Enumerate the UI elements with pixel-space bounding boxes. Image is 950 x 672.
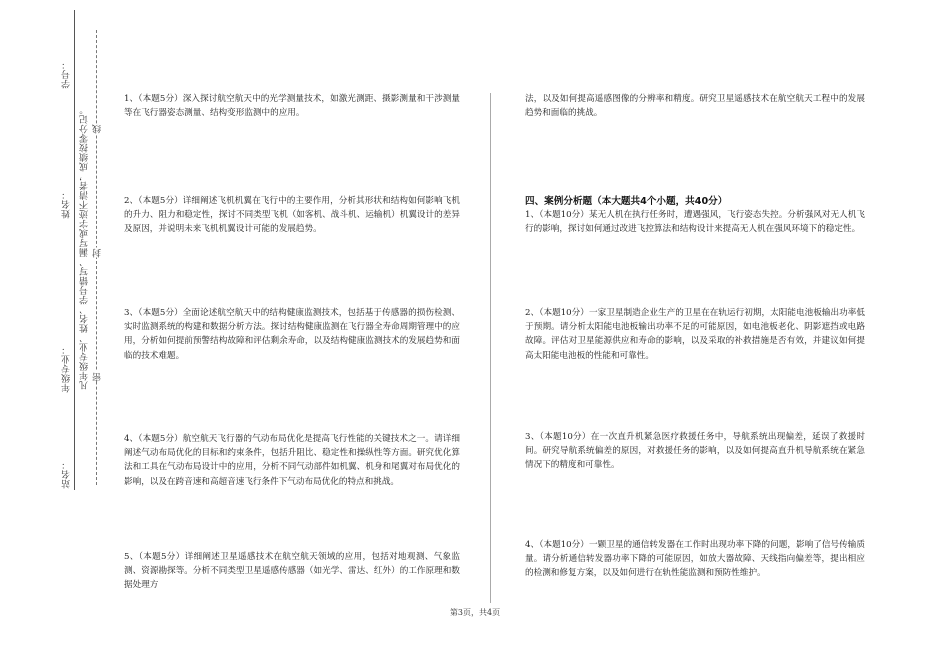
label-xuehao: 学号： <box>62 60 72 89</box>
section-title: 四、案例分析题（本大题共4个小题，共40分） <box>525 196 728 207</box>
case-question-3: 3、（本题10分）在一次直升机紧急医疗救援任务中，导航系统出现偏差，延误了救援时间。研究导航系统偏差的原因，对救援任务的影响，以及如何提高直升机导航系统在紧急情况下的精度和可靠性。 <box>525 432 865 471</box>
column-divider <box>490 93 491 603</box>
binding-margin <box>0 0 112 672</box>
mark-feng: 封 <box>93 248 103 258</box>
question-2: 2、（本题5分）详细阐述飞机机翼在飞行中的主要作用，分析其形状和结构如何影响飞机的升力、阻力和稳定性，探讨不同类型飞机（如客机、战斗机、运输机）机翼设计的差异及原因，并说明未来飞机机翼设计可能的发展趋势。 <box>124 196 460 235</box>
case-question-1: 1、（本题10分）某无人机在执行任务时，遭遇强风，飞行姿态失控。分析强风对无人机飞行的影响，探讨如何通过改进飞控算法和结构设计来提高无人机在强风环境下的稳定性。 <box>525 210 865 235</box>
question-5: 5、（本题5分）详细阐述卫星遥感技术在航空航天领域的应用，包括对地观测、气象监测、资源勘探等。分析不同类型卫星遥感传感器（如光学、雷达、红外）的工作原理和数据处理方 <box>124 552 460 591</box>
case-question-2: 2、（本题10分）一家卫星制造企业生产的卫星在在轨运行初期，太阳能电池板输出功率低于预期。请分析太阳能电池板输出功率不足的可能原因，如电池板老化、阴影遮挡或电路故障。评估对卫星能源供应和寿命的影响，以及采取的补救措施是否有效，并建议如何提高太阳能电池板的性能和可靠性。 <box>525 308 865 361</box>
question-1: 1、（本题5分）深入探讨航空航天中的光学测量技术，如激光测距、摄影测量和干涉测量等在飞行器姿态测量、结构变形监测中的应用。 <box>124 94 460 119</box>
warning-text: 凡年级专业、姓名、学号错写、漏写或字迹不清者，成绩按零分记。 <box>80 105 90 390</box>
continuation-text: 法，以及如何提高遥感图像的分辨率和精度。研究卫星遥感技术在航空航天工程中的发展趋势和面临的挑战。 <box>525 94 865 119</box>
page-footer: 第3页，共4页 <box>449 608 501 617</box>
cut-line <box>96 30 97 485</box>
mark-mi: 密 <box>93 372 103 382</box>
label-niandu: 年级专业： <box>62 345 72 393</box>
mark-xian: 线 <box>93 124 103 134</box>
question-4: 4、（本题5分）航空航天飞行器的气动布局优化是提高飞行性能的关键技术之一。请详细阐述气动布局优化的目标和约束条件，包括升阻比、稳定性和操纵性等方面。研究优化算法和工具在气动布局设计中的应用，分析不同气动部件如机翼、机身和尾翼对布局优化的影响，以及在跨音速和高超音速飞行条件下气动布局优化的特点和挑战。 <box>124 434 460 487</box>
label-xingming: 姓名： <box>62 190 72 219</box>
label-zhanming: 站名： <box>62 460 72 489</box>
case-question-4: 4、（本题10分）一颗卫星的通信转发器在工作时出现功率下降的问题，影响了信号传输质量。请分析通信转发器功率下降的可能原因，如放大器故障、天线指向偏差等，提出相应的检测和修复方案，以及如何进行在轨性能监测和预防性维护。 <box>525 540 865 579</box>
question-3: 3、（本题5分）全面论述航空航天中的结构健康监测技术，包括基于传感器的损伤检测、实时监测系统的构建和数据分析方法。探讨结构健康监测在飞行器全寿命周期管理中的应用，分析如何提前预警结构故障和评估剩余寿命，以及结构健康监测技术的发展趋势和面临的技术难题。 <box>124 308 460 361</box>
outer-line <box>74 10 75 490</box>
